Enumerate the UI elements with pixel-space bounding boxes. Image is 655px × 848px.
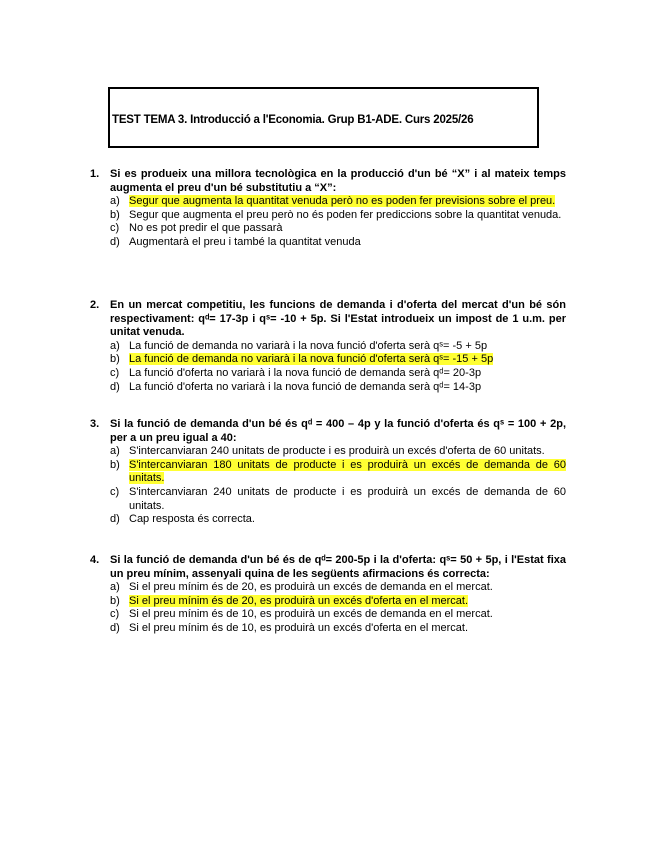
option-text: La funció d'oferta no variarà i la nova funció de demanda serà qᵈ= 20-3p — [129, 366, 482, 379]
option-text: Si el preu mínim és de 20, es produirà un excés de demanda en el mercat. — [129, 581, 493, 594]
option-text: Augmentarà el preu i també la quantitat venuda — [129, 235, 361, 248]
question-number: 1. — [90, 168, 100, 180]
option-letter: c) — [110, 366, 120, 379]
option-text: Si el preu mínim és de 10, es produirà un excés de demanda en el mercat. — [129, 608, 493, 621]
question-text: Si es produeix una millora tecnològica en la producció d'un bé “X” i al mateix temps augmenta el preu d'un bé substitutiu a “X”: — [110, 168, 566, 194]
option-c[interactable] — [110, 222, 566, 236]
option-letter: b) — [110, 208, 120, 221]
option-b[interactable] — [110, 459, 566, 486]
option-text-highlighted: S'intercanviaran 180 unitats de producte i es produirà un excés de demanda de 60 unitats. — [129, 458, 566, 485]
option-b[interactable] — [110, 209, 566, 223]
option-c[interactable] — [110, 367, 566, 381]
option-text: S'intercanviaran 240 unitats de producte i es produirà un excés d'oferta de 60 unitats. — [129, 445, 545, 458]
option-d[interactable] — [110, 381, 566, 395]
option-text: La funció de demanda no variarà i la nova funció d'oferta serà qˢ= -5 + 5p — [129, 339, 488, 352]
option-letter: c) — [110, 608, 120, 621]
question-3 — [90, 418, 566, 527]
option-letter: d) — [110, 235, 120, 248]
option-d[interactable] — [110, 513, 566, 527]
option-b[interactable] — [110, 353, 566, 367]
option-d[interactable] — [110, 236, 566, 250]
option-c[interactable] — [110, 608, 566, 622]
option-letter: c) — [110, 222, 120, 235]
question-text: Si la funció de demanda d'un bé és qᵈ = 400 – 4p y la funció d'oferta és qˢ = 100 + 2p, per a un preu igual a 40: — [110, 418, 566, 444]
option-a[interactable] — [110, 340, 566, 354]
option-d[interactable] — [110, 622, 566, 636]
question-number: 4. — [90, 554, 100, 566]
option-letter: d) — [110, 513, 120, 526]
question-text: Si la funció de demanda d'un bé és de qᵈ= 200-5p i la d'oferta: qˢ= 50 + 5p, i l'Estat fixa un preu mínim, assenyali quina de les següents afirmacions és correcta: — [110, 554, 566, 580]
option-text: Si el preu mínim és de 10, es produirà un excés d'oferta en el mercat. — [129, 621, 468, 634]
option-letter: a) — [110, 195, 120, 208]
option-text-highlighted: Segur que augmenta la quantitat venuda però no es poden fer previsions sobre el preu. — [129, 195, 556, 208]
option-text: S'intercanviaran 240 unitats de producte i es produirà un excés de demanda de 60 unitats. — [129, 485, 566, 512]
option-letter: b) — [110, 458, 120, 471]
question-2 — [90, 299, 566, 394]
option-a[interactable] — [110, 445, 566, 459]
option-letter: b) — [110, 594, 120, 607]
question-number: 3. — [90, 418, 100, 430]
option-letter: a) — [110, 581, 120, 594]
title-box — [108, 87, 539, 148]
option-text: Segur que augmenta el preu però no és poden fer prediccions sobre la quantitat venuda. — [129, 208, 562, 221]
option-letter: c) — [110, 485, 120, 498]
option-letter: d) — [110, 621, 120, 634]
option-a[interactable] — [110, 581, 566, 595]
option-letter: d) — [110, 380, 120, 393]
question-4 — [90, 554, 566, 636]
option-letter: b) — [110, 353, 120, 366]
option-b[interactable] — [110, 595, 566, 609]
option-letter: a) — [110, 445, 120, 458]
option-a[interactable] — [110, 195, 566, 209]
question-number: 2. — [90, 299, 100, 311]
question-1 — [90, 168, 566, 250]
page-title: TEST TEMA 3. Introducció a l'Economia. Grup B1-ADE. Curs 2025/26 — [112, 114, 474, 126]
option-text-highlighted: Si el preu mínim és de 20, es produirà un excés d'oferta en el mercat. — [129, 594, 468, 607]
option-text: La funció d'oferta no variarà i la nova funció de demanda serà qᵈ= 14-3p — [129, 380, 482, 393]
option-c[interactable] — [110, 486, 566, 513]
option-text-highlighted: La funció de demanda no variarà i la nova funció d'oferta serà qˢ= -15 + 5p — [129, 353, 494, 366]
option-text: Cap resposta és correcta. — [129, 513, 255, 526]
option-text: No es pot predir el que passarà — [129, 222, 283, 235]
option-letter: a) — [110, 339, 120, 352]
question-text: En un mercat competitiu, les funcions de demanda i d'oferta del mercat d'un bé són respectivament: qᵈ= 17-3p i qˢ= -10 + 5p. Si l'Estat introdueix un impost de 1 u.m. per unitat venuda. — [110, 299, 566, 339]
